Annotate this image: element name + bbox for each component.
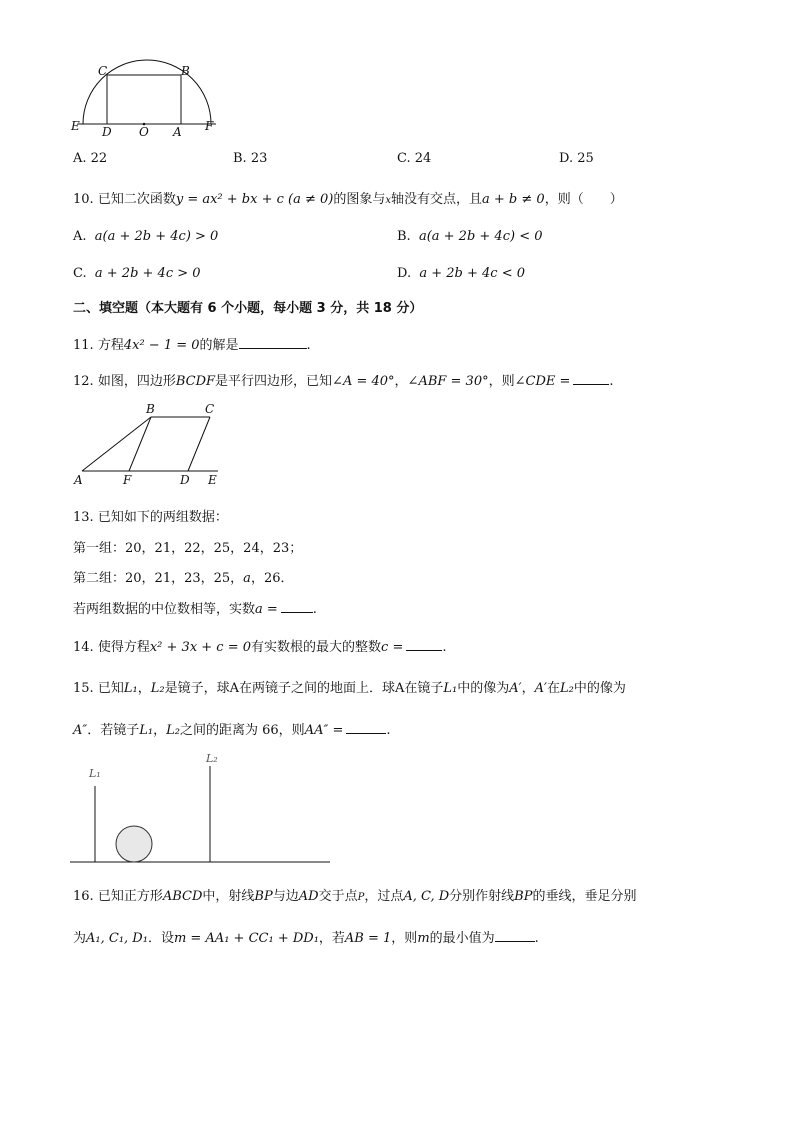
q10-x: x [385, 195, 391, 206]
question-10 [73, 188, 623, 207]
q16-feet: A₁, C₁, D₁ [86, 931, 148, 946]
mirror-l1-label: L₁ [89, 767, 101, 780]
question-13 [73, 506, 228, 525]
q12-text-1: 如图，四边形 [97, 374, 176, 389]
q9-option-a: A. 22 [73, 151, 108, 166]
q16-text-3: 与边 [272, 889, 299, 904]
q12-angle-abf: ∠ABF = 30° [407, 374, 489, 389]
q15-l2: L₂ [150, 681, 165, 696]
q16-text-11: ，则 [391, 931, 418, 946]
q13-ask [73, 598, 317, 617]
q11-answer-blank[interactable] [239, 336, 307, 349]
q15-end: . [386, 723, 391, 738]
q14-text-2: 有实数根的最大的整数 [251, 640, 382, 655]
q9-option-d: D. 25 [559, 151, 594, 166]
q15-text-7: ， [153, 723, 167, 738]
semicircle-rectangle-figure [68, 58, 228, 140]
q12-separator: ， [394, 374, 408, 389]
q10-number: 10. [73, 192, 94, 207]
mirrors-figure [70, 752, 332, 868]
q13-group-2 [73, 567, 293, 586]
q15-l1-b: L₁ [443, 681, 458, 696]
q10-function: y = ax² + bx + c (a ≠ 0) [175, 192, 334, 207]
q12-number: 12. [73, 374, 94, 389]
q14-number: 14. [73, 640, 94, 655]
q12-end: . [609, 374, 614, 389]
q12-text-2: 是平行四边形，已知 [215, 374, 333, 389]
q15-a-prime: A′ [509, 681, 522, 696]
label-D: D [180, 473, 190, 487]
q15-l1: L₁ [123, 681, 138, 696]
q13-group-1: 第一组：20，21，22，25，24，23； [73, 541, 303, 556]
q10-text-3: 轴没有交点，且 [391, 192, 483, 207]
q13-answer-blank[interactable] [281, 600, 313, 613]
q13-group-2-pre: 第二组：20，21，23，25， [73, 571, 244, 586]
q16-points: A, C, D [403, 889, 450, 904]
q16-ray-bp-2: BP [514, 889, 533, 904]
label-A: A [173, 125, 182, 139]
q16-answer-blank[interactable] [495, 929, 535, 942]
q16-m-definition: m = AA₁ + CC₁ + DD₁ [173, 931, 319, 946]
q15-text-6: ．若镜子 [87, 723, 140, 738]
question-16 [73, 885, 637, 904]
q9-option-b: B. 23 [233, 151, 268, 166]
q14-c: c = [381, 640, 404, 655]
q14-equation: x² + 3x + c = 0 [149, 640, 252, 655]
q16-text-10: ，若 [318, 931, 345, 946]
q15-l2-b: L₂ [559, 681, 574, 696]
q11-text-2: 的解是 [199, 338, 239, 353]
question-11 [73, 334, 311, 353]
label-F: F [123, 473, 132, 487]
q10-option-c-expr: a + 2b + 4c > 0 [94, 266, 201, 281]
q16-text-6: 分别作射线 [449, 889, 515, 904]
q15-comma: ， [137, 681, 151, 696]
q11-equation: 4x² − 1 = 0 [123, 338, 200, 353]
q15-l2-c: L₂ [166, 723, 180, 738]
question-15-line-2 [73, 719, 391, 738]
q15-text-8: 之间的距离为 66，则 [180, 723, 305, 738]
q10-text-4: ，则（ ） [544, 192, 623, 207]
q10-option-c [73, 266, 201, 281]
q16-ray-bp: BP [254, 889, 273, 904]
question-15 [73, 677, 626, 696]
q10-option-d [397, 266, 525, 281]
label-B: B [146, 402, 155, 416]
q16-m: m [417, 931, 430, 946]
q16-text-2: 中，射线 [202, 889, 255, 904]
q16-ab: AB = 1 [344, 931, 392, 946]
q15-text-3b: ， [521, 681, 535, 696]
q10-option-b-prefix: B. [397, 229, 411, 244]
q16-number: 16. [73, 889, 94, 904]
q14-answer-blank[interactable] [406, 638, 442, 651]
q10-option-b [397, 229, 543, 244]
label-F: F [205, 119, 214, 133]
parallelogram-figure [68, 400, 228, 490]
label-C: C [98, 64, 108, 78]
section-heading: 二、填空题（本大题有 6 个小题，每小题 3 分，共 18 分） [73, 301, 423, 316]
q12-text-3: ，则 [488, 374, 515, 389]
q15-a-prime-2: A′ [534, 681, 547, 696]
label-E: E [208, 473, 217, 487]
q16-end: . [534, 931, 539, 946]
q11-end: . [306, 338, 311, 353]
q9-option-c: C. 24 [397, 151, 432, 166]
question-16-line-2 [73, 927, 539, 946]
q14-text-1: 使得方程 [97, 640, 150, 655]
q10-condition: a + b ≠ 0 [482, 192, 545, 207]
label-B: B [181, 64, 190, 78]
q16-text-9: ．设 [147, 931, 174, 946]
q15-text-3: 中的像为 [457, 681, 510, 696]
q12-angle-a: ∠A = 40° [332, 374, 395, 389]
q10-option-a-expr: a(a + 2b + 4c) > 0 [94, 229, 219, 244]
question-12 [73, 370, 614, 389]
q10-option-c-prefix: C. [73, 266, 87, 281]
q15-answer-blank[interactable] [346, 721, 386, 734]
question-14 [73, 636, 446, 655]
q12-angle-cde: ∠CDE = [514, 374, 571, 389]
q15-text-5: 中的像为 [573, 681, 626, 696]
label-O: O [139, 125, 149, 139]
q15-l1-c: L₁ [139, 723, 154, 738]
q16-text-4: 交于点 [318, 889, 358, 904]
q15-text-1: 已知 [97, 681, 124, 696]
q16-text-8: 为 [73, 931, 87, 946]
q16-text-5: ，过点 [364, 889, 404, 904]
q10-option-a [73, 229, 218, 244]
q10-text-2: 的图象与 [333, 192, 386, 207]
q10-option-d-prefix: D. [397, 266, 412, 281]
q12-answer-blank[interactable] [573, 372, 609, 385]
label-A: A [74, 473, 83, 487]
q11-text-1: 方程 [97, 338, 124, 353]
label-D: D [102, 125, 112, 139]
label-C: C [205, 402, 215, 416]
q16-text-12: 的最小值为 [429, 931, 495, 946]
q10-text-1: 已知二次函数 [97, 192, 176, 207]
q13-ask-text: 若两组数据的中位数相等，实数 [73, 602, 256, 617]
q13-text-1: 已知如下的两组数据： [97, 510, 228, 525]
mirror-l2-label: L₂ [206, 752, 218, 765]
q14-end: . [442, 640, 447, 655]
q16-side-ad: AD [298, 889, 319, 904]
q16-square: ABCD [162, 889, 203, 904]
label-E: E [71, 119, 80, 133]
q10-option-a-prefix: A. [73, 229, 87, 244]
q13-end: . [312, 602, 317, 617]
q15-text-4: 在 [546, 681, 560, 696]
q16-point-p: P [357, 892, 365, 903]
q13-number: 13. [73, 510, 94, 525]
q16-text-7: 的垂线，垂足分别 [532, 889, 637, 904]
q11-number: 11. [73, 338, 94, 353]
q15-aa-double-prime: AA″ = [304, 723, 344, 738]
q13-ask-a: a = [255, 602, 278, 617]
q12-shape: BCDF [175, 374, 216, 389]
q10-option-d-expr: a + 2b + 4c < 0 [419, 266, 525, 281]
q13-group-2-a: a [243, 571, 251, 586]
q16-text-1: 已知正方形 [97, 889, 163, 904]
q10-option-b-expr: a(a + 2b + 4c) < 0 [418, 229, 543, 244]
q15-text-2: 是镜子，球A在两镜子之间的地面上．球A在镜子 [164, 681, 444, 696]
q13-group-2-post: ，26． [250, 571, 294, 586]
q15-number: 15. [73, 681, 94, 696]
q15-a-double-prime: A″ [73, 723, 88, 738]
